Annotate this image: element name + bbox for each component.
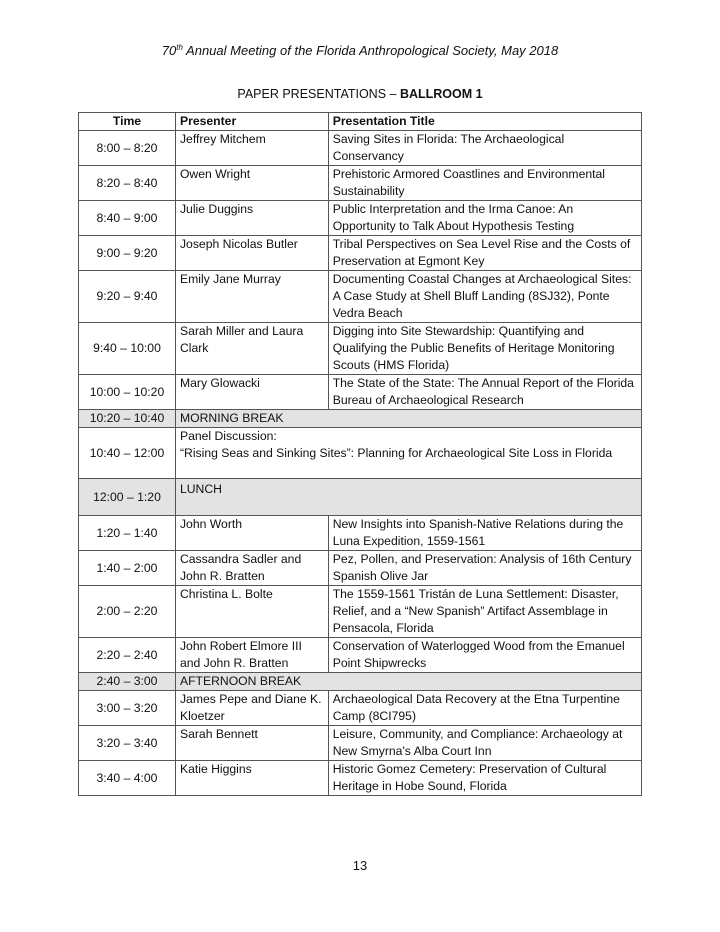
table-row: [79, 691, 642, 726]
morning-break-row: [79, 410, 642, 428]
table-row: [79, 201, 642, 236]
row-time: 10:00 – 10:20: [79, 375, 176, 410]
row-time: 3:40 – 4:00: [79, 761, 176, 796]
lunch-row: [79, 479, 642, 516]
break-label: AFTERNOON BREAK: [175, 673, 641, 691]
table-row: [79, 726, 642, 761]
row-title: Saving Sites in Florida: The Archaeological Conservancy: [328, 131, 641, 166]
row-presenter: Jeffrey Mitchem: [175, 131, 328, 166]
row-title: Digging into Site Stewardship: Quantifying and Qualifying the Public Benefits of Heritage Monitoring Scouts (HMS Florida): [328, 323, 641, 375]
break-time: 10:20 – 10:40: [79, 410, 176, 428]
panel-cell: [175, 428, 641, 479]
row-time: 2:20 – 2:40: [79, 638, 176, 673]
page-number: 13: [352, 858, 368, 873]
row-presenter: Christina L. Bolte: [175, 586, 328, 638]
panel-row: [79, 428, 642, 479]
table-row: [79, 166, 642, 201]
row-time: 3:20 – 3:40: [79, 726, 176, 761]
row-presenter: Owen Wright: [175, 166, 328, 201]
break-label: MORNING BREAK: [175, 410, 641, 428]
row-time: 2:00 – 2:20: [79, 586, 176, 638]
row-title: Historic Gomez Cemetery: Preservation of Cultural Heritage in Hobe Sound, Florida: [328, 761, 641, 796]
row-presenter: Julie Duggins: [175, 201, 328, 236]
row-time: 1:40 – 2:00: [79, 551, 176, 586]
table-row: [79, 586, 642, 638]
row-presenter: Joseph Nicolas Butler: [175, 236, 328, 271]
row-presenter: Cassandra Sadler and John R. Bratten: [175, 551, 328, 586]
row-time: 9:00 – 9:20: [79, 236, 176, 271]
row-title: Conservation of Waterlogged Wood from the Emanuel Point Shipwrecks: [328, 638, 641, 673]
page-header: [0, 43, 720, 58]
row-title: The State of the State: The Annual Report of the Florida Bureau of Archaeological Research: [328, 375, 641, 410]
row-title: Leisure, Community, and Compliance: Archaeology at New Smyrna's Alba Court Inn: [328, 726, 641, 761]
header-ordinal-suffix: th: [176, 43, 183, 52]
table-row: [79, 551, 642, 586]
table-row: [79, 131, 642, 166]
row-presenter: Sarah Bennett: [175, 726, 328, 761]
header-ordinal: 70: [161, 43, 177, 58]
lunch-time: 12:00 – 1:20: [79, 479, 176, 516]
row-time: 9:40 – 10:00: [79, 323, 176, 375]
section-room: BALLROOM 1: [399, 87, 483, 101]
table-row: [79, 516, 642, 551]
column-header-title: Presentation Title: [328, 113, 641, 131]
row-presenter: Emily Jane Murray: [175, 271, 328, 323]
section-title: [0, 87, 720, 101]
row-title: Prehistoric Armored Coastlines and Environmental Sustainability: [328, 166, 641, 201]
row-presenter: Katie Higgins: [175, 761, 328, 796]
section-prefix: PAPER PRESENTATIONS –: [237, 87, 400, 101]
row-presenter: John Worth: [175, 516, 328, 551]
table-row: [79, 375, 642, 410]
table-row: [79, 638, 642, 673]
row-time: 3:00 – 3:20: [79, 691, 176, 726]
panel-label: Panel Discussion:: [179, 429, 277, 443]
row-title: Documenting Coastal Changes at Archaeological Sites: A Case Study at Shell Bluff Landing (8SJ32), Ponte Vedra Beach: [328, 271, 641, 323]
row-time: 8:00 – 8:20: [79, 131, 176, 166]
row-presenter: Sarah Miller and Laura Clark: [175, 323, 328, 375]
row-title: The 1559-1561 Tristán de Luna Settlement: Disaster, Relief, and a “New Spanish” Artifact Assemblage in Pensacola, Florida: [328, 586, 641, 638]
row-title: Tribal Perspectives on Sea Level Rise and the Costs of Preservation at Egmont Key: [328, 236, 641, 271]
row-presenter: John Robert Elmore III and John R. Bratten: [175, 638, 328, 673]
row-presenter: James Pepe and Diane K. Kloetzer: [175, 691, 328, 726]
panel-time: 10:40 – 12:00: [79, 428, 176, 479]
header-title: Annual Meeting of the Florida Anthropological Society, May 2018: [186, 43, 559, 58]
lunch-label: LUNCH: [175, 479, 641, 516]
panel-title: “Rising Seas and Sinking Sites”: Planning for Archaeological Site Loss in Florida: [179, 446, 613, 460]
row-time: 1:20 – 1:40: [79, 516, 176, 551]
row-time: 8:20 – 8:40: [79, 166, 176, 201]
afternoon-break-row: [79, 673, 642, 691]
row-title: New Insights into Spanish-Native Relations during the Luna Expedition, 1559-1561: [328, 516, 641, 551]
row-title: Pez, Pollen, and Preservation: Analysis of 16th Century Spanish Olive Jar: [328, 551, 641, 586]
schedule-table: [78, 112, 642, 796]
row-time: 8:40 – 9:00: [79, 201, 176, 236]
row-presenter: Mary Glowacki: [175, 375, 328, 410]
table-row: [79, 236, 642, 271]
table-row: [79, 761, 642, 796]
table-row: [79, 323, 642, 375]
table-header-row: [79, 113, 642, 131]
break-time: 2:40 – 3:00: [79, 673, 176, 691]
row-title: Archaeological Data Recovery at the Etna Turpentine Camp (8CI795): [328, 691, 641, 726]
table-row: [79, 271, 642, 323]
column-header-time: Time: [79, 113, 176, 131]
column-header-presenter: Presenter: [175, 113, 328, 131]
row-title: Public Interpretation and the Irma Canoe: An Opportunity to Talk About Hypothesis Testing: [328, 201, 641, 236]
row-time: 9:20 – 9:40: [79, 271, 176, 323]
